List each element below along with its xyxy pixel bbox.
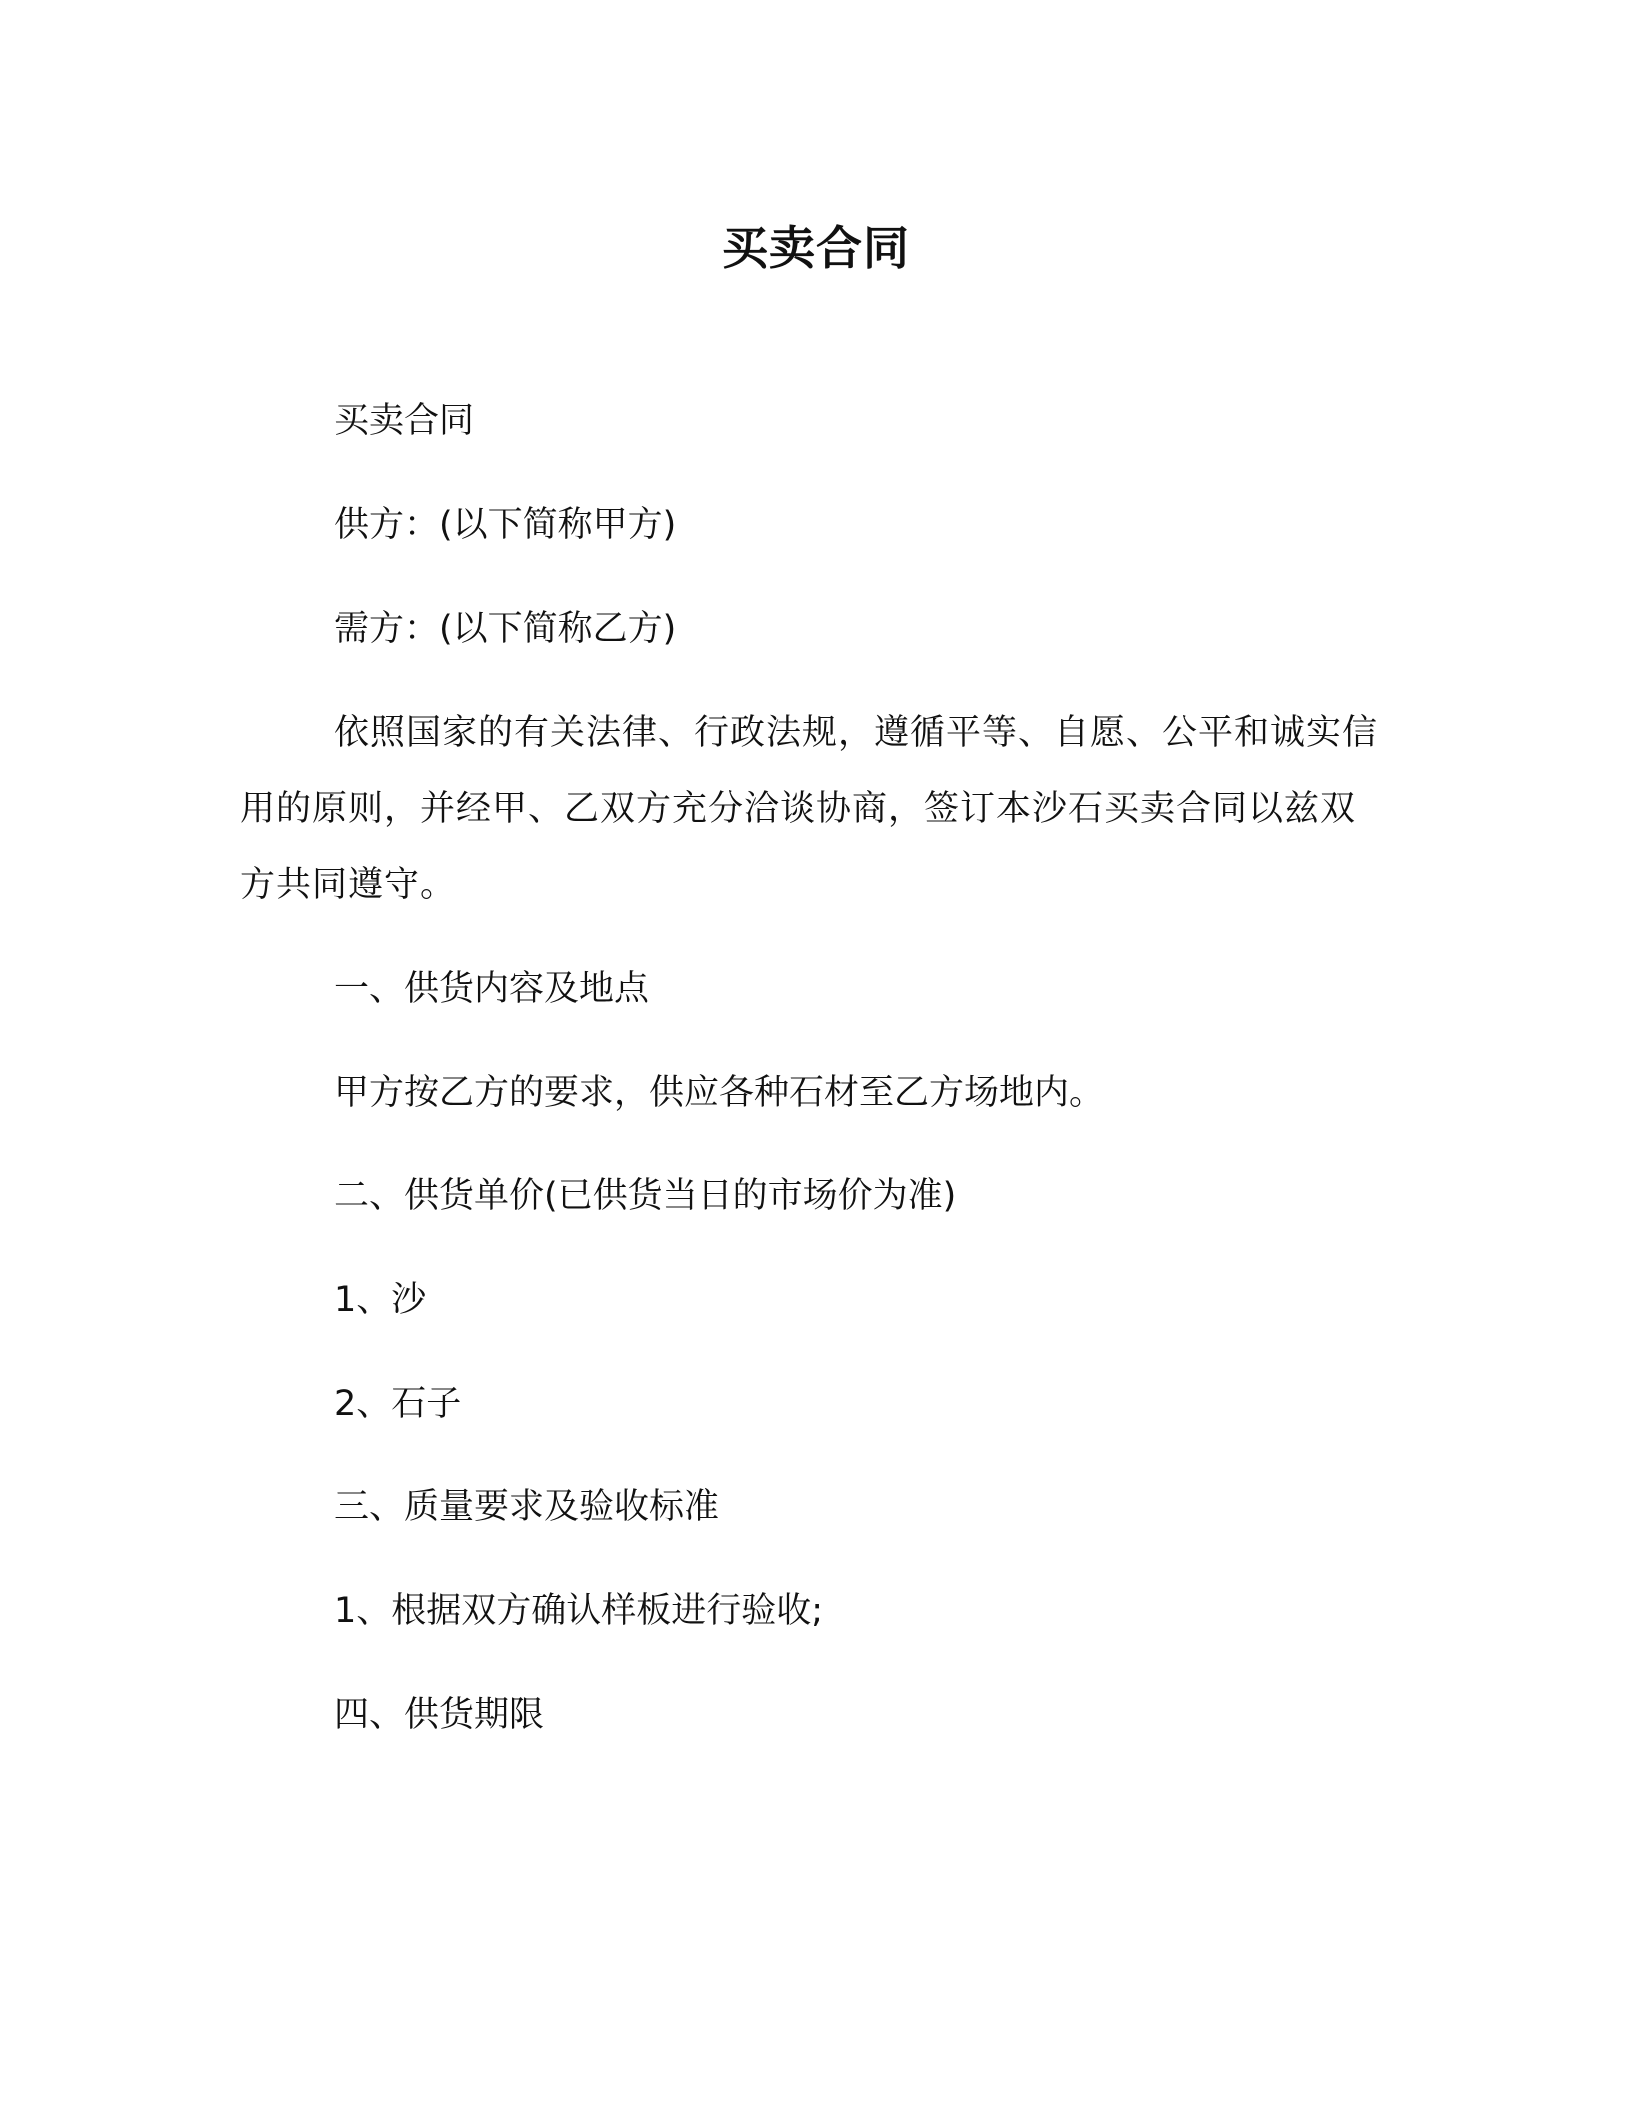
section1-heading: 一、供货内容及地点 [334, 969, 650, 1009]
document-title: 买卖合同 [722, 221, 910, 275]
section1-body: 甲方按乙方的要求，供应各种石材至乙方场地内。 [334, 1073, 1105, 1113]
section3-item1: 1、根据双方确认样板进行验收; [334, 1591, 824, 1631]
preamble-paragraph: 依照国家的有关法律、行政法规，遵循平等、自愿、公平和诚实信用的原则，并经甲、乙双方充分洽谈协商，签订本沙石买卖合同以兹双方共同遵守。 [240, 713, 1379, 905]
contract-subtitle: 买卖合同 [334, 401, 475, 441]
section3-heading: 三、质量要求及验收标准 [334, 1487, 720, 1527]
section2-item-sand: 1、沙 [334, 1280, 427, 1320]
buyer-line: 需方：(以下简称乙方) [334, 609, 677, 649]
section2-heading: 二、供货单价(已供货当日的市场价为准) [334, 1176, 957, 1216]
section2-item-gravel: 2、石子 [334, 1384, 462, 1424]
section4-heading: 四、供货期限 [334, 1695, 545, 1735]
supplier-line: 供方：(以下简称甲方) [334, 505, 677, 545]
